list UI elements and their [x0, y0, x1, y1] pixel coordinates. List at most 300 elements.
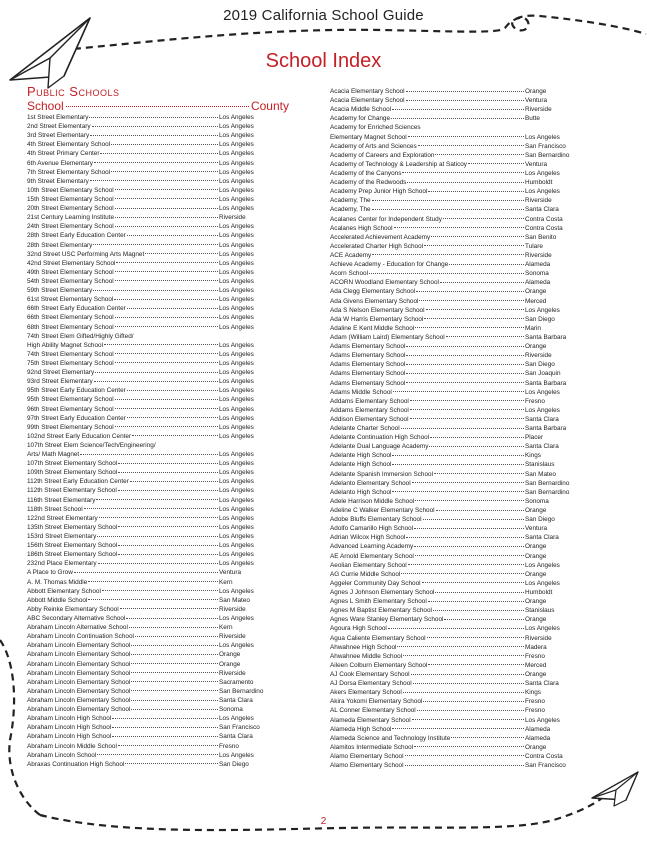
county-name: Los Angeles [219, 496, 254, 504]
index-entry [27, 714, 289, 723]
dot-leader [118, 472, 218, 473]
school-name: 135th Street Elementary School [27, 523, 118, 531]
index-entry [27, 395, 289, 404]
dot-leader [92, 126, 218, 127]
school-name: Accelerated Charter High School [330, 242, 424, 250]
school-name: Acacia Elementary School [330, 97, 405, 105]
county-name: Los Angeles [219, 460, 254, 468]
dot-leader [98, 563, 218, 564]
school-name: 118th Street School [27, 505, 83, 513]
index-entry [330, 133, 595, 142]
county-name: Los Angeles [219, 268, 254, 276]
county-name: Los Angeles [219, 341, 254, 349]
dot-leader [112, 736, 218, 737]
school-name: Akers Elementary School [330, 689, 402, 697]
school-name: Addams Elementary School [330, 406, 409, 414]
school-name: 102nd Street Early Education Center [27, 432, 132, 440]
school-name: Acacia Elementary School [330, 88, 405, 95]
index-entry [330, 306, 595, 315]
index-entry [27, 241, 289, 250]
dot-leader [127, 235, 218, 236]
county-name: Placer [525, 434, 544, 442]
index-entry [27, 614, 289, 623]
dot-leader [430, 437, 524, 438]
dot-leader [423, 519, 524, 520]
index-entry [27, 641, 289, 650]
county-name: Orange [525, 598, 547, 606]
index-entry [330, 561, 595, 570]
county-name: Sonoma [525, 270, 549, 278]
county-name: Sonoma [219, 706, 243, 714]
school-name: Adelante Dual Language Academy [330, 443, 429, 451]
index-entry [330, 743, 595, 752]
county-name: Riverside [525, 634, 552, 642]
school-name: 107th Street Elem Science/Tech/Engineering/ [27, 441, 156, 449]
county-name: Los Angeles [219, 542, 254, 550]
county-name: Santa Barbara [525, 379, 567, 387]
index-entry [27, 368, 289, 377]
dot-leader [406, 346, 524, 347]
dot-leader [118, 545, 218, 546]
county-name: Los Angeles [219, 487, 254, 495]
index-entry [330, 406, 595, 415]
header-dot-leader [66, 106, 249, 107]
school-name: Academy of Arts and Sciences [330, 142, 417, 150]
dot-leader [444, 619, 524, 620]
school-name: 15th Street Elementary School [27, 195, 114, 203]
school-name: Adelanto High School [330, 488, 392, 496]
school-name: Ahwahnee High School [330, 643, 397, 651]
dot-leader [115, 317, 218, 318]
school-name: 232nd Place Elementary [27, 560, 97, 568]
school-name: Adaline E Kent Middle School [330, 324, 415, 332]
county-name: Santa Clara [525, 680, 559, 688]
school-name: 4th Street Primary Center [27, 150, 100, 158]
county-name: Los Angeles [219, 551, 254, 559]
index-entry [27, 760, 289, 769]
index-entry [27, 468, 289, 477]
dot-leader [414, 746, 524, 747]
dot-leader [397, 646, 524, 647]
dot-leader [435, 154, 524, 155]
school-name: Agnes Ware Stanley Elementary School [330, 616, 444, 624]
school-name: Agnes J Johnson Elementary School [330, 589, 435, 597]
county-name: Merced [525, 297, 547, 305]
county-name: Contra Costa [525, 215, 563, 223]
dot-leader [468, 163, 524, 164]
dot-leader [118, 554, 218, 555]
index-entry [27, 222, 289, 231]
dot-leader [415, 555, 524, 556]
school-name: 54th Street Elementary School [27, 277, 114, 285]
school-name: 20th Street Elementary School [27, 205, 114, 213]
county-name: Los Angeles [525, 133, 560, 141]
dot-leader [112, 718, 218, 719]
dot-leader [115, 189, 218, 190]
dot-leader [115, 208, 218, 209]
dot-leader [406, 91, 524, 92]
county-name: Fresno [219, 742, 239, 750]
dot-leader [115, 326, 218, 327]
county-name: Orange [525, 743, 547, 751]
dot-leader [436, 510, 524, 511]
index-entry [27, 186, 289, 195]
school-name: Adelante Continuation High School [330, 434, 430, 442]
county-column-header: County [250, 99, 289, 113]
school-name: 66th Street Early Education Center [27, 305, 126, 313]
dot-leader [412, 719, 524, 720]
index-entry [27, 168, 289, 177]
index-entry [330, 716, 595, 725]
school-name: Adams Elementary School [330, 352, 406, 360]
index-entry [330, 415, 595, 424]
index-entry [27, 149, 289, 158]
index-entry [27, 669, 289, 678]
index-entry [330, 333, 595, 342]
school-name: Acalanes High School [330, 224, 393, 232]
county-name: Los Angeles [219, 369, 254, 377]
school-name: 49th Street Elementary School [27, 268, 114, 276]
school-name: Adams Elementary School [330, 343, 406, 351]
dot-leader [406, 382, 524, 383]
dot-leader [131, 645, 218, 646]
school-name: Abraham Lincoln Alternative School [27, 624, 128, 632]
school-name: ACE Academy [330, 251, 372, 259]
county-name: San Diego [525, 516, 555, 524]
index-entry [330, 297, 595, 306]
school-name: 74th Street Elementary School [27, 350, 114, 358]
dot-leader [428, 664, 524, 665]
county-name: Los Angeles [219, 751, 254, 759]
index-entry [330, 96, 595, 105]
school-name: Academy of the Redwoods [330, 179, 407, 187]
school-name: 59th Street Elementary [27, 287, 93, 295]
county-name: Los Angeles [219, 451, 254, 459]
school-name: Abraham Lincoln Elementary School [27, 669, 131, 677]
dot-leader [392, 728, 524, 729]
county-name: Los Angeles [219, 478, 254, 486]
index-entry [27, 751, 289, 760]
index-entry [330, 360, 595, 369]
county-name: Madera [525, 643, 547, 651]
dot-leader [431, 236, 524, 237]
school-name: 9th Street Elementary [27, 177, 89, 185]
school-name: Ahwahnee Middle School [330, 652, 403, 660]
dot-leader [451, 737, 524, 738]
dot-leader [131, 663, 218, 664]
index-entry [27, 140, 289, 149]
county-name: Los Angeles [219, 523, 254, 531]
dot-leader [115, 353, 218, 354]
index-entry [330, 542, 595, 551]
school-name: Academy, The [330, 197, 371, 205]
dot-leader [116, 262, 218, 263]
school-name: Abraham Lincoln Elementary School [27, 697, 131, 704]
school-name: Acacia Middle School [330, 106, 392, 114]
county-name: Los Angeles [219, 123, 254, 131]
county-name: Los Angeles [219, 514, 254, 522]
county-name: Riverside [219, 214, 246, 222]
index-entry [330, 451, 595, 460]
county-name: San Diego [525, 361, 555, 369]
dot-leader [426, 309, 525, 310]
dot-leader [102, 590, 218, 591]
school-name: Abraham Lincoln Elementary School [27, 706, 131, 714]
school-name: Abraham Lincoln Elementary School [27, 660, 131, 668]
dot-leader [145, 253, 218, 254]
index-entry [330, 460, 595, 469]
index-entry [27, 687, 289, 696]
dot-leader [369, 273, 524, 274]
school-name: Adrian Wilcox High School [330, 534, 406, 542]
index-entry [27, 532, 289, 541]
county-name: Los Angeles [219, 314, 254, 322]
index-entry [330, 114, 595, 123]
county-name: Los Angeles [219, 241, 254, 249]
county-name: Ventura [219, 569, 242, 577]
school-name: Adelante High School [330, 461, 392, 469]
county-name: Riverside [525, 106, 552, 114]
index-entry [330, 269, 595, 278]
index-column-right [330, 87, 595, 770]
dot-leader [406, 355, 524, 356]
dot-leader [440, 282, 524, 283]
dot-leader [111, 171, 218, 172]
school-name: AJ Cook Elementary School [330, 671, 410, 678]
county-name: Los Angeles [219, 287, 254, 295]
dot-leader [446, 336, 524, 337]
school-name: Abbott Middle School [27, 596, 88, 604]
county-name: Los Angeles [525, 188, 560, 196]
school-name: Alamo Elementary School [330, 762, 404, 770]
county-name: Los Angeles [219, 715, 254, 723]
school-name: Alameda Science and Technology Institute [330, 734, 451, 742]
school-name: 4th Street Elementary School [27, 141, 111, 149]
school-name: 99th Street Elementary School [27, 423, 114, 431]
county-name: San Francisco [525, 142, 566, 150]
school-name: Elementary Magnet School [330, 133, 407, 141]
dot-leader [96, 499, 218, 500]
school-name: Aggeler Community Day School [330, 579, 421, 587]
dot-leader [392, 455, 524, 456]
county-name: Los Angeles [219, 587, 254, 595]
dot-leader [94, 162, 218, 163]
index-entry [27, 350, 289, 359]
column-header [27, 99, 289, 113]
index-entry [330, 624, 595, 633]
county-name: Los Angeles [525, 306, 560, 314]
school-name: 3rd Street Elementary [27, 132, 90, 140]
dot-leader [93, 244, 218, 245]
county-name: Riverside [219, 633, 246, 641]
school-name: Agnes M Baptist Elementary School [330, 607, 432, 615]
index-entry [27, 405, 289, 414]
county-name: Ventura [525, 525, 548, 533]
county-name: San Mateo [219, 596, 250, 604]
index-entry [330, 324, 595, 333]
county-name: Los Angeles [219, 296, 254, 304]
school-name: Abraham Lincoln Middle School [27, 742, 117, 750]
county-name: Contra Costa [525, 752, 563, 760]
dot-leader [410, 418, 524, 419]
index-entry [330, 725, 595, 734]
school-name: 32nd Street USC Performing Arts Magnet [27, 250, 145, 258]
county-name: Los Angeles [525, 169, 560, 177]
county-name: Alameda [525, 279, 551, 287]
index-entry [27, 486, 289, 495]
county-name: Los Angeles [219, 642, 254, 650]
school-name: High Ability Magnet School [27, 341, 104, 349]
school-name: Adam (William Laird) Elementary School [330, 333, 445, 341]
dot-leader [131, 654, 218, 655]
index-entry [27, 414, 289, 423]
county-name: Orange [525, 616, 547, 624]
dot-leader [118, 490, 218, 491]
county-name: Los Angeles [525, 716, 560, 724]
school-name: 116th Street Elementary [27, 496, 96, 504]
dot-leader [115, 271, 218, 272]
county-name: Los Angeles [219, 405, 254, 413]
school-name: Akira Yokomi Elementary School [330, 698, 423, 706]
index-entry [330, 105, 595, 114]
county-name: Orange [525, 343, 547, 351]
dot-leader [434, 473, 524, 474]
index-entry [330, 615, 595, 624]
index-entry [330, 652, 595, 661]
index-column-left [27, 113, 289, 769]
school-name: Adams Elementary School [330, 370, 406, 378]
dot-leader [115, 362, 218, 363]
dot-leader [97, 754, 218, 755]
county-name: San Mateo [525, 470, 556, 478]
dot-leader [115, 399, 218, 400]
dot-leader [410, 409, 524, 410]
index-entry [330, 397, 595, 406]
county-name: Los Angeles [219, 114, 254, 121]
dot-leader [416, 291, 524, 292]
dot-leader [89, 117, 218, 118]
dot-leader [97, 536, 218, 537]
county-name: San Bernardino [525, 151, 570, 159]
index-entry [330, 442, 595, 451]
index-entry [27, 605, 289, 614]
dot-leader [372, 254, 524, 255]
dot-leader [403, 692, 524, 693]
index-entry [330, 178, 595, 187]
index-entry [27, 423, 289, 432]
dot-leader [112, 727, 218, 728]
county-name: Orange [525, 570, 547, 578]
index-entry [27, 723, 289, 732]
school-name: Achieve Academy - Education for Change [330, 261, 449, 269]
index-entry [27, 660, 289, 669]
county-name: Orange [525, 507, 547, 515]
index-entry [330, 670, 595, 679]
county-name: Orange [219, 660, 241, 668]
county-name: Santa Clara [525, 415, 559, 423]
school-name: Abraham Lincoln Elementary School [27, 678, 131, 686]
index-entry [330, 287, 595, 296]
county-name: Fresno [525, 707, 545, 715]
index-title: School Index [265, 50, 382, 72]
index-entry [27, 696, 289, 705]
dot-leader [406, 537, 524, 538]
school-name: A. M. Thomas Middle [27, 578, 88, 586]
index-entry [27, 568, 289, 577]
dot-leader [115, 217, 218, 218]
school-name: Adams Elementary School [330, 361, 406, 369]
index-entry [27, 742, 289, 751]
page-number: 2 [320, 816, 327, 827]
index-entry [27, 477, 289, 486]
county-name: Los Angeles [219, 168, 254, 176]
county-name: Riverside [525, 251, 552, 259]
dot-leader [435, 592, 524, 593]
index-entry [330, 597, 595, 606]
county-name: San Joaquin [525, 370, 561, 378]
dot-leader [131, 700, 218, 701]
school-name: Aileen Colburn Elementary School [330, 661, 428, 669]
county-name: Kern [219, 624, 233, 632]
index-entry [27, 359, 289, 368]
county-name: Los Angeles [219, 378, 254, 386]
dot-leader [403, 655, 524, 656]
index-entry [330, 233, 595, 242]
school-name: Academy of Technology & Leadership at Saticoy [330, 160, 468, 168]
dot-leader [111, 144, 218, 145]
county-name: San Bernardino [525, 479, 570, 487]
dot-leader [408, 564, 524, 565]
dot-leader [418, 145, 524, 146]
county-name: Los Angeles [219, 232, 254, 240]
dot-leader [406, 373, 524, 374]
dot-leader [424, 318, 524, 319]
index-entry [330, 260, 595, 269]
dot-leader [131, 672, 218, 673]
county-name: Humboldt [525, 589, 553, 597]
dot-leader [129, 627, 218, 628]
county-name: Santa Clara [525, 206, 559, 214]
school-name: AJ Dorsa Elementary School [330, 680, 412, 688]
county-name: Riverside [219, 605, 246, 613]
school-name: Abby Reinke Elementary School [27, 605, 119, 613]
school-name: ACORN Woodland Elementary School [330, 279, 439, 287]
dot-leader [414, 528, 524, 529]
county-name: Los Angeles [525, 406, 560, 414]
dot-leader [401, 428, 524, 429]
county-name: Los Angeles [219, 195, 254, 203]
index-entry [27, 496, 289, 505]
index-entry [27, 113, 289, 122]
dot-leader [419, 300, 524, 301]
school-name: Addison Elementary School [330, 415, 409, 423]
index-entry [27, 578, 289, 587]
county-name: Kings [525, 689, 541, 697]
dot-leader [394, 227, 524, 228]
school-name: Alameda High School [330, 725, 392, 733]
county-name: Stanislaus [525, 461, 555, 469]
index-entry [27, 596, 289, 605]
index-entry [27, 514, 289, 523]
school-name: Abbott Elementary School [27, 587, 101, 595]
county-name: Los Angeles [219, 141, 254, 149]
dot-leader [135, 636, 218, 637]
school-name: Abraham Lincoln Elementary School [27, 651, 131, 659]
county-name: Kern [219, 578, 233, 586]
dot-leader [392, 464, 524, 465]
index-entry [27, 204, 289, 213]
dot-leader [406, 364, 524, 365]
